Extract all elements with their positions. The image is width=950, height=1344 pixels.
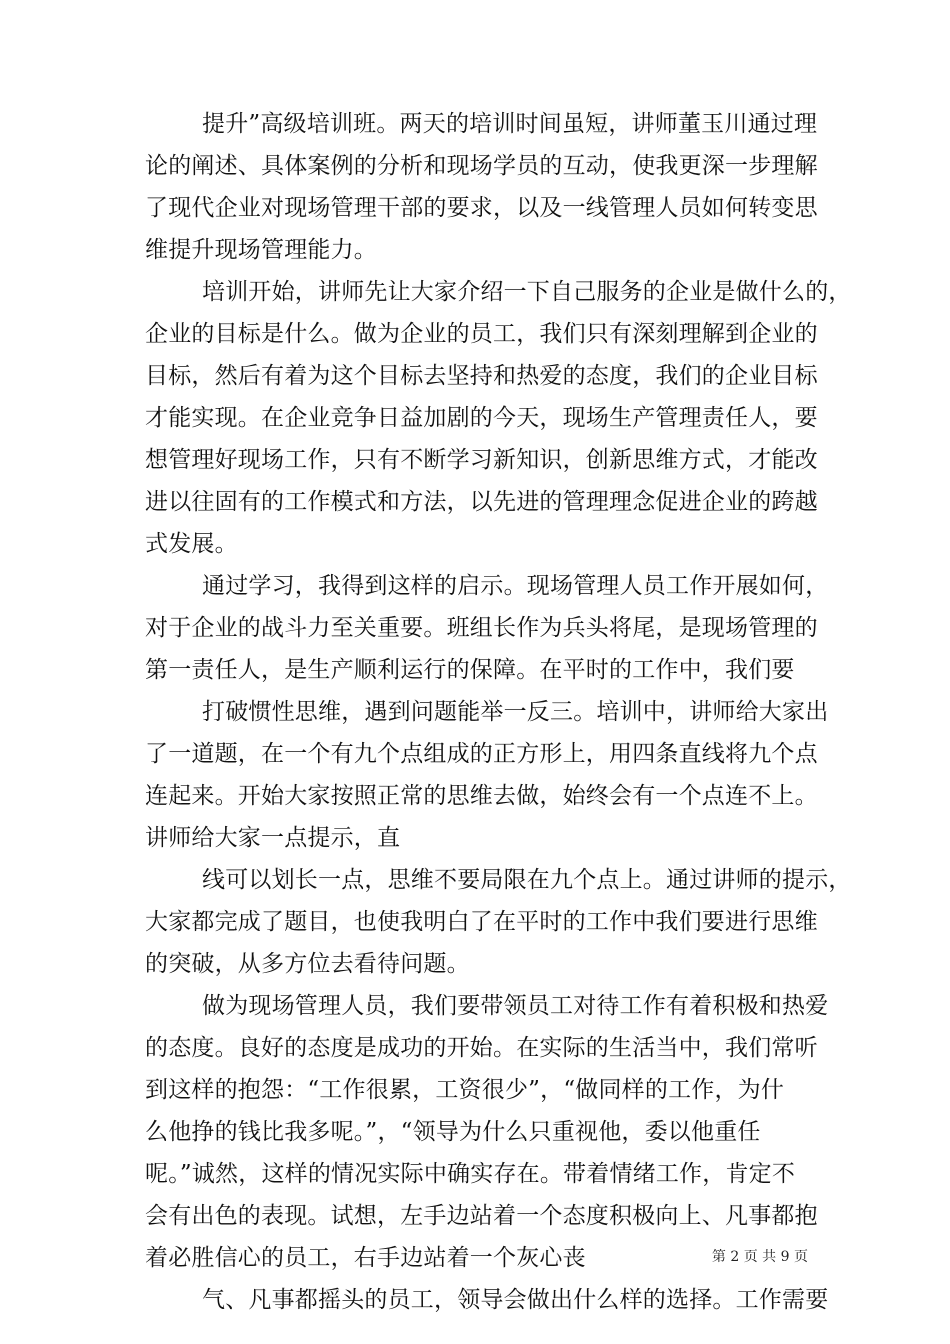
text-line: 论的阐述、具体案例的分析和现场学员的互动，使我更深一步理解 (145, 153, 818, 179)
text-line: 会有出色的表现。试想，左手边站着一个态度积极向上、凡事都抱 (145, 1203, 818, 1229)
text-line: 着必胜信心的员工，右手边站着一个灰心丧 (145, 1245, 586, 1271)
text-line: 通过学习，我得到这样的启示。现场管理人员工作开展如何， (202, 573, 829, 599)
text-line: 对于企业的战斗力至关重要。班组长作为兵头将尾，是现场管理的 (145, 615, 818, 641)
text-line: 做为现场管理人员，我们要带领员工对待工作有着积极和热爱 (202, 993, 829, 1019)
text-line: 的态度。良好的态度是成功的开始。在实际的生活当中，我们常听 (145, 1035, 818, 1061)
text-line: 提升”高级培训班。两天的培训时间虽短，讲师董玉川通过理 (202, 111, 818, 137)
text-line: 的突破，从多方位去看待问题。 (145, 951, 470, 977)
text-line: 培训开始，讲师先让大家介绍一下自己服务的企业是做什么的， (202, 279, 852, 305)
page-number-footer: 第 2 页 共 9 页 (711, 1249, 808, 1265)
text-line: 了现代企业对现场管理干部的要求，以及一线管理人员如何转变思 (145, 195, 818, 221)
text-line: 第一责任人，是生产顺利运行的保障。在平时的工作中，我们要 (145, 657, 795, 683)
text-line: 式发展。 (145, 531, 238, 557)
text-line: 到这样的抱怨：“工作很累，工资很少”，“做同样的工作，为什 (145, 1077, 785, 1103)
text-line: 呢。”诚然，这样的情况实际中确实存在。带着情绪工作，肯定不 (145, 1161, 796, 1187)
text-line: 么他挣的钱比我多呢。”，“领导为什么只重视他，委以他重任 (145, 1119, 761, 1145)
text-line: 目标，然后有着为这个目标去坚持和热爱的态度，我们的企业目标 (145, 363, 818, 389)
text-line: 线可以划长一点，思维不要局限在九个点上。通过讲师的提示， (202, 867, 852, 893)
text-line: 讲师给大家一点提示，直 (145, 825, 401, 851)
text-line: 了一道题，在一个有九个点组成的正方形上，用四条直线将九个点 (145, 741, 818, 767)
document-body (145, 103, 852, 1321)
text-line: 打破惯性思维，遇到问题能举一反三。培训中，讲师给大家出 (202, 699, 829, 725)
text-line: 大家都完成了题目，也使我明白了在平时的工作中我们要进行思维 (145, 909, 818, 935)
text-line: 进以往固有的工作模式和方法，以先进的管理理念促进企业的跨越 (145, 489, 818, 515)
text-line: 企业的目标是什么。做为企业的员工，我们只有深刻理解到企业的 (145, 321, 818, 347)
text-line: 想管理好现场工作，只有不断学习新知识，创新思维方式，才能改 (145, 447, 818, 473)
text-line: 气、凡事都摇头的员工，领导会做出什么样的选择。工作需要 (202, 1287, 829, 1313)
text-line: 连起来。开始大家按照正常的思维去做，始终会有一个点连不上。 (145, 783, 818, 809)
text-line: 才能实现。在企业竞争日益加剧的今天，现场生产管理责任人，要 (145, 405, 818, 431)
text-line: 维提升现场管理能力。 (145, 237, 377, 263)
